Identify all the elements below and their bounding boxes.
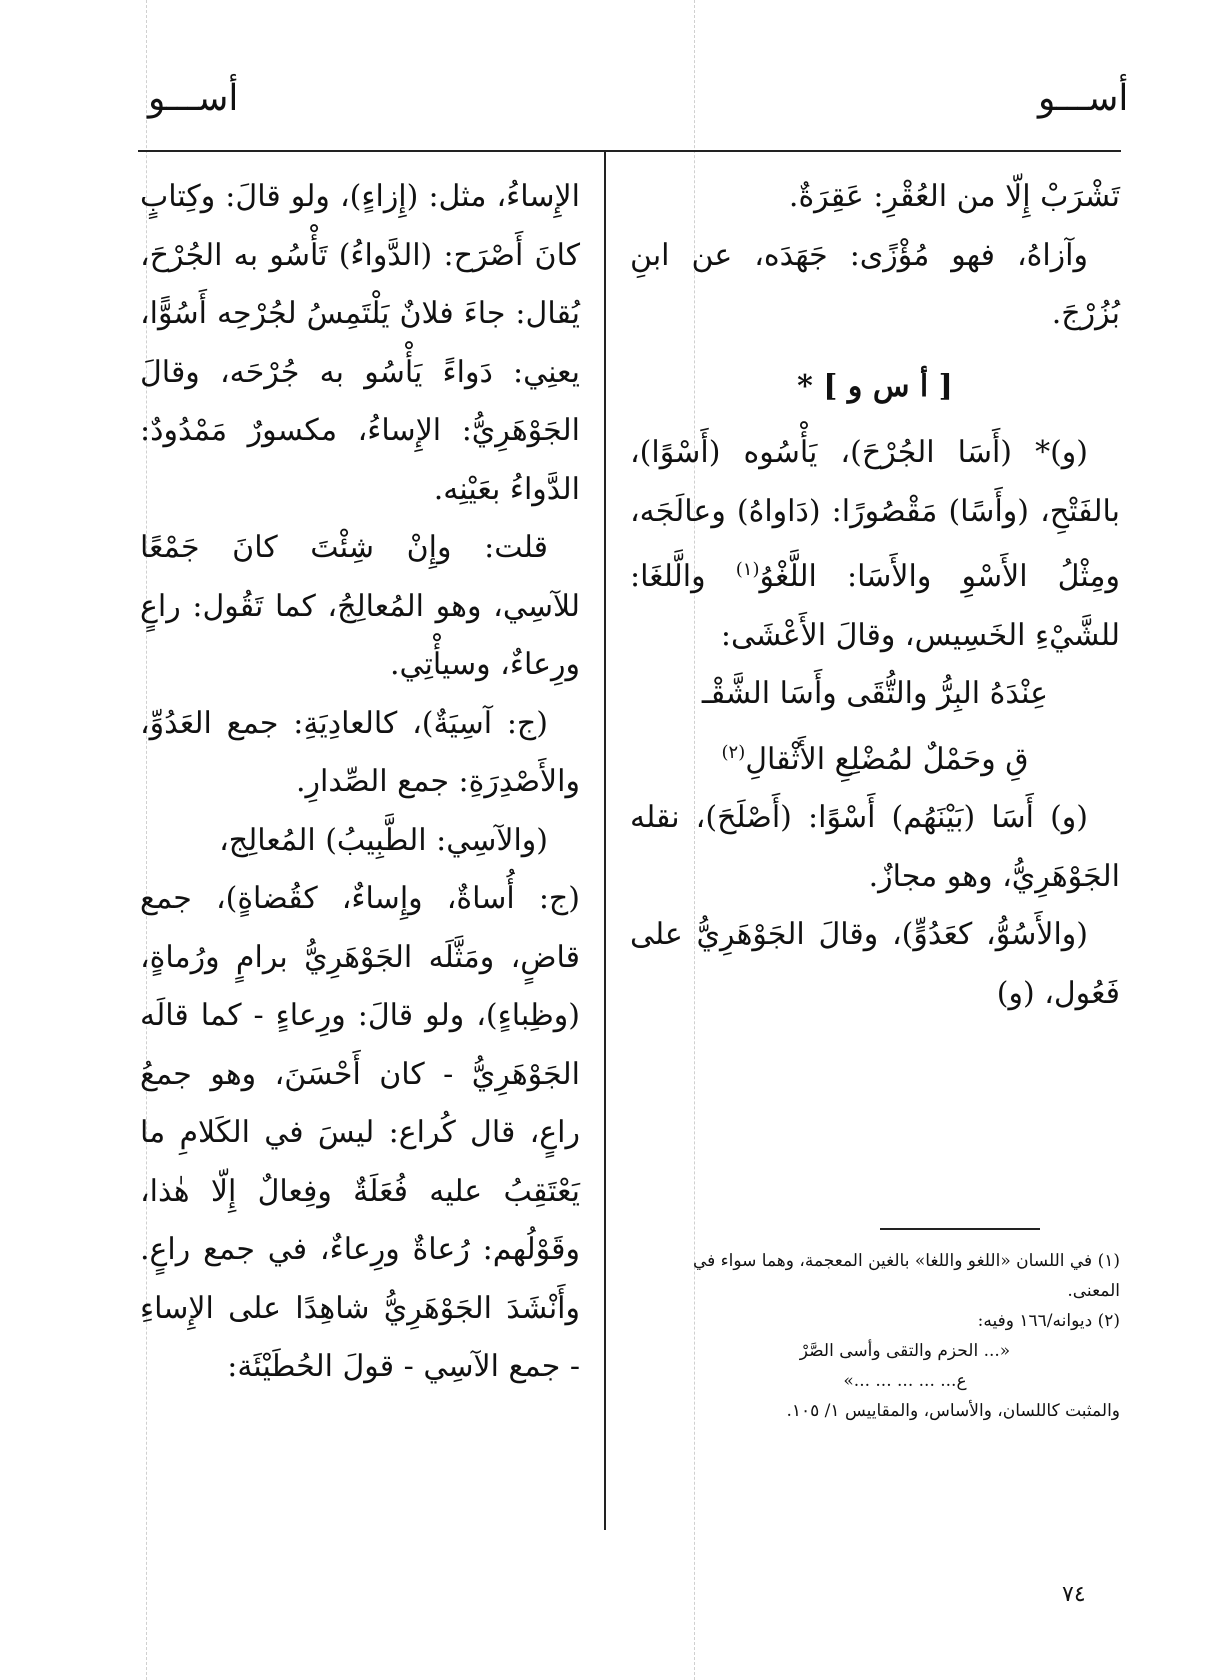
- right-column: [630, 168, 1120, 1023]
- paragraph: [630, 424, 1120, 665]
- footnote-verse: «... الحزم والتقى وأسى الصَّرْ: [799, 1341, 1011, 1361]
- paragraph: (ج: آسِيَةٌ)، كالعادِيَةِ: جمع العَدُوِّ، والأَصْدِرَةِ: جمع الصِّدارِ.: [140, 705, 580, 799]
- paragraph: قلت: وإِنْ شِئْتَ كانَ جَمْعًا للآسِي، وهو المُعالِجُ، كما تَقُول: راعٍ ورِعاءٌ، وسيأْتِي.: [140, 530, 580, 682]
- footnote-rule: [880, 1228, 1040, 1230]
- header-rule: [138, 150, 1121, 152]
- footnote: (١) في اللسان «اللغو واللغا» بالغين المعجمة، وهما سواء في المعنى.: [692, 1251, 1120, 1301]
- verse-line: [630, 724, 1120, 790]
- paragraph: (والأَسُوُّ، كعَدُوٍّ)، وقالَ الجَوْهَرِيُّ على فَعُول، (و): [630, 917, 1120, 1011]
- footnote: (٢) ديوانه/١٦٦ وفيه:: [977, 1311, 1120, 1331]
- text-segment: (و)* (أَسَا الجُرْحَ)، يَأْسُوه (أَسْوًا)، بالفَتْحِ، (وأَسًا) مَقْصُورًا: (دَاواهُ) وعالَجَه، ومِثْلُ الأَسْوِ والأَسَا: اللَّغْوُ: [630, 435, 1120, 594]
- footnote-verse: ع... ... ... ... ...»: [843, 1371, 967, 1391]
- verse-line: عِنْدَهُ البِرُّ والتُّقَى وأَسَا الشَّقْـ: [701, 676, 1049, 711]
- paragraph: الإِساءُ، مثل: (إِزاءٍ)، ولو قالَ: وكِتابٍ كانَ أَصْرَح: (الدَّواءُ) تَأْسُو به الجُرْحَ، يُقال: جاءَ فلانٌ يَلْتَمِسُ لجُرْحِه أَسُوًّا، يعنِي: دَواءً يَأْسُو به جُرْحَه، وقالَ الجَوْهَرِيُّ: الإِساءُ، مكسورٌ مَمْدُودٌ: الدَّواءُ بعَيْنِه.: [140, 179, 580, 507]
- paragraph: وآزاهُ، فهو مُؤْزًى: جَهَدَه، عن ابنِ بُزُرْجَ.: [630, 237, 1120, 331]
- text-segment: والَّلغَا: للشَّيْءِ الخَسِيس، وقالَ الأَعْشَى:: [630, 559, 1120, 653]
- footnote-ref: (١): [735, 559, 760, 580]
- page-number: ٧٤: [1062, 1582, 1086, 1607]
- footnote: والمثبت كاللسان، والأساس، والمقاييس ١/ ١٠٥.: [786, 1401, 1120, 1421]
- text-segment: قِ وحَمْلٌ لمُضْلِعِ الأَثْقالِ: [745, 741, 1029, 777]
- entry-heading: [ أ س و ] *: [797, 368, 953, 404]
- column-divider: [604, 150, 606, 1530]
- paragraph: تَشْرَبْ إِلّا من العُقْرِ: عَقِرَةٌ.: [788, 179, 1120, 214]
- header-right-word: أســـو: [1038, 78, 1129, 119]
- footnote-ref: (٢): [721, 741, 746, 763]
- paragraph: (ج: أُساةٌ، وإِساءٌ، كقُضاةٍ)، جمع قاضٍ، ومَثَّلَه الجَوْهَرِيُّ برامٍ ورُماةٍ، (وظِباءٍ)، ولو قالَ: ورِعاءٍ - كما قالَه الجَوْهَرِيُّ - كان أَحْسَنَ، وهو جمعُ راعٍ، قال كُراع: ليسَ في الكَلامِ ما يَعْتَقِبُ عليه فُعَلَةٌ وفِعالٌ إِلّا هٰذا، وقَوْلُهم: رُعاةٌ ورِعاءٌ، في جمع راعٍ. وأَنْشَدَ الجَوْهَرِيُّ شاهِدًا على الإِساءِ - جمع الآسِي - قولَ الحُطَيْئَة:: [140, 881, 580, 1384]
- header-left-word: أســـو: [148, 78, 239, 119]
- left-column: [140, 168, 580, 1397]
- footnotes: [690, 1246, 1120, 1426]
- paragraph: (والآسِي: الطَّبِيبُ) المُعالِج،: [219, 822, 548, 858]
- paragraph: (و) أَسَا (بَيْنَهُم) أَسْوًا: (أَصْلَحَ)، نقله الجَوْهَرِيُّ، وهو مجازٌ.: [630, 800, 1120, 894]
